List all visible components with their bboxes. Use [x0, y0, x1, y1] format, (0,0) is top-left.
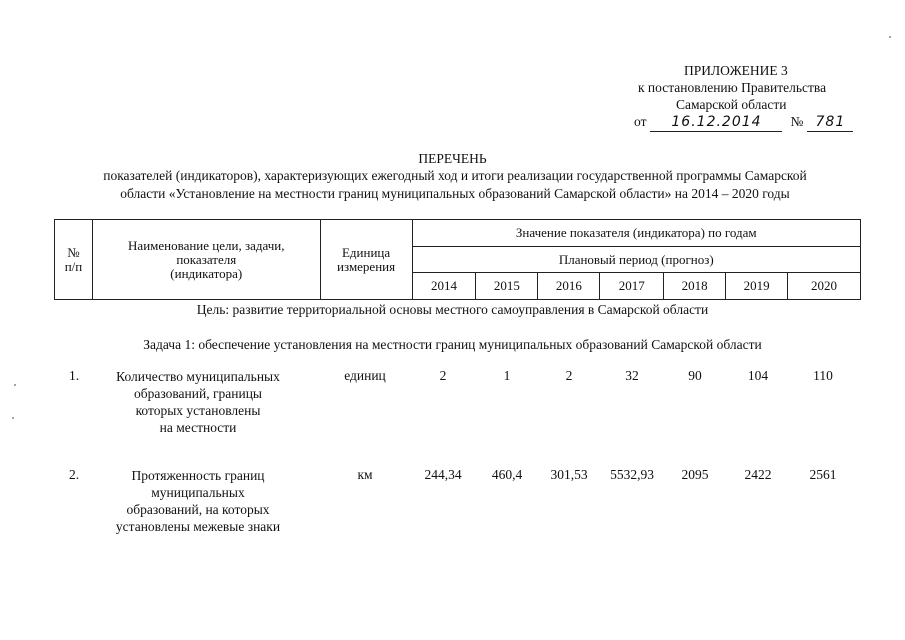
- header-year: 2020: [788, 273, 861, 300]
- header-values-group: Значение показателя (индикатора) по годам: [412, 220, 860, 247]
- row-value-2017: 5532,93: [610, 467, 654, 482]
- row-value-2017: 32: [625, 368, 639, 383]
- header-year: 2016: [538, 273, 600, 300]
- row-value-2020: 110: [813, 368, 833, 383]
- number-label: №: [790, 114, 804, 129]
- row-value-2018: 90: [688, 368, 702, 383]
- row-number: 1.: [68, 368, 80, 383]
- header-num: № п/п: [55, 220, 93, 300]
- row-value-2020: 2561: [809, 467, 837, 482]
- task-line: Задача 1: обеспечение установления на местности границ муниципальных образований Самарской области: [143, 337, 762, 352]
- document-subtitle: [55, 167, 855, 203]
- appendix-title: ПРИЛОЖЕНИЕ 3: [684, 63, 788, 78]
- header-plan-period: Плановый период (прогноз): [412, 247, 860, 273]
- scan-speck: [12, 417, 14, 419]
- row-number: 2.: [68, 467, 80, 482]
- appendix-block: [600, 62, 860, 132]
- handwritten-date: 16.12.2014: [650, 114, 782, 132]
- row-unit: единиц: [344, 368, 386, 383]
- header-year: 2014: [412, 273, 476, 300]
- goal-line: Цель: развитие территориальной основы местного самоуправления в Самарской области: [196, 302, 709, 317]
- row-value-2014: 2: [439, 368, 447, 383]
- row-value-2015: 1: [503, 368, 511, 383]
- scan-speck: [889, 36, 891, 38]
- header-name: Наименование цели, задачи, показателя (индикатора): [92, 220, 320, 300]
- appendix-date-line: [600, 113, 860, 132]
- row-value-2018: 2095: [681, 467, 709, 482]
- header-year: 2018: [664, 273, 726, 300]
- row-value-2019: 2422: [744, 467, 772, 482]
- row-value-2016: 2: [565, 368, 573, 383]
- row-value-2014: 244,34: [424, 467, 462, 482]
- header-year: 2017: [600, 273, 664, 300]
- row-indicator-name: Количество муниципальных образований, границы которых установлены на местности: [116, 369, 280, 435]
- row-value-2019: 104: [747, 368, 769, 383]
- row-value-2016: 301,53: [550, 467, 588, 482]
- subtitle-line-2: области «Установление на местности границ муниципальных образований Самарской области» на 2014 – 2020 годы: [120, 186, 790, 201]
- header-year: 2019: [726, 273, 788, 300]
- indicators-header-table: [54, 219, 861, 300]
- header-year: 2015: [476, 273, 538, 300]
- row-unit: км: [357, 467, 373, 482]
- subtitle-line-1: показателей (индикаторов), характеризующих ежегодный ход и итоги реализации государственной программы Самарской: [103, 168, 807, 183]
- document-title: ПЕРЕЧЕНЬ: [418, 151, 487, 166]
- appendix-resolution: к постановлению Правительства: [638, 80, 827, 95]
- row-value-2015: 460,4: [491, 467, 523, 482]
- row-indicator-name: Протяженность границ муниципальных образований, на которых установлены межевые знаки: [115, 468, 281, 534]
- from-label: от: [634, 114, 647, 129]
- header-unit: Единица измерения: [320, 220, 412, 300]
- handwritten-number: 781: [807, 114, 853, 132]
- scan-speck: [14, 384, 16, 386]
- appendix-region: Самарской области: [676, 97, 787, 112]
